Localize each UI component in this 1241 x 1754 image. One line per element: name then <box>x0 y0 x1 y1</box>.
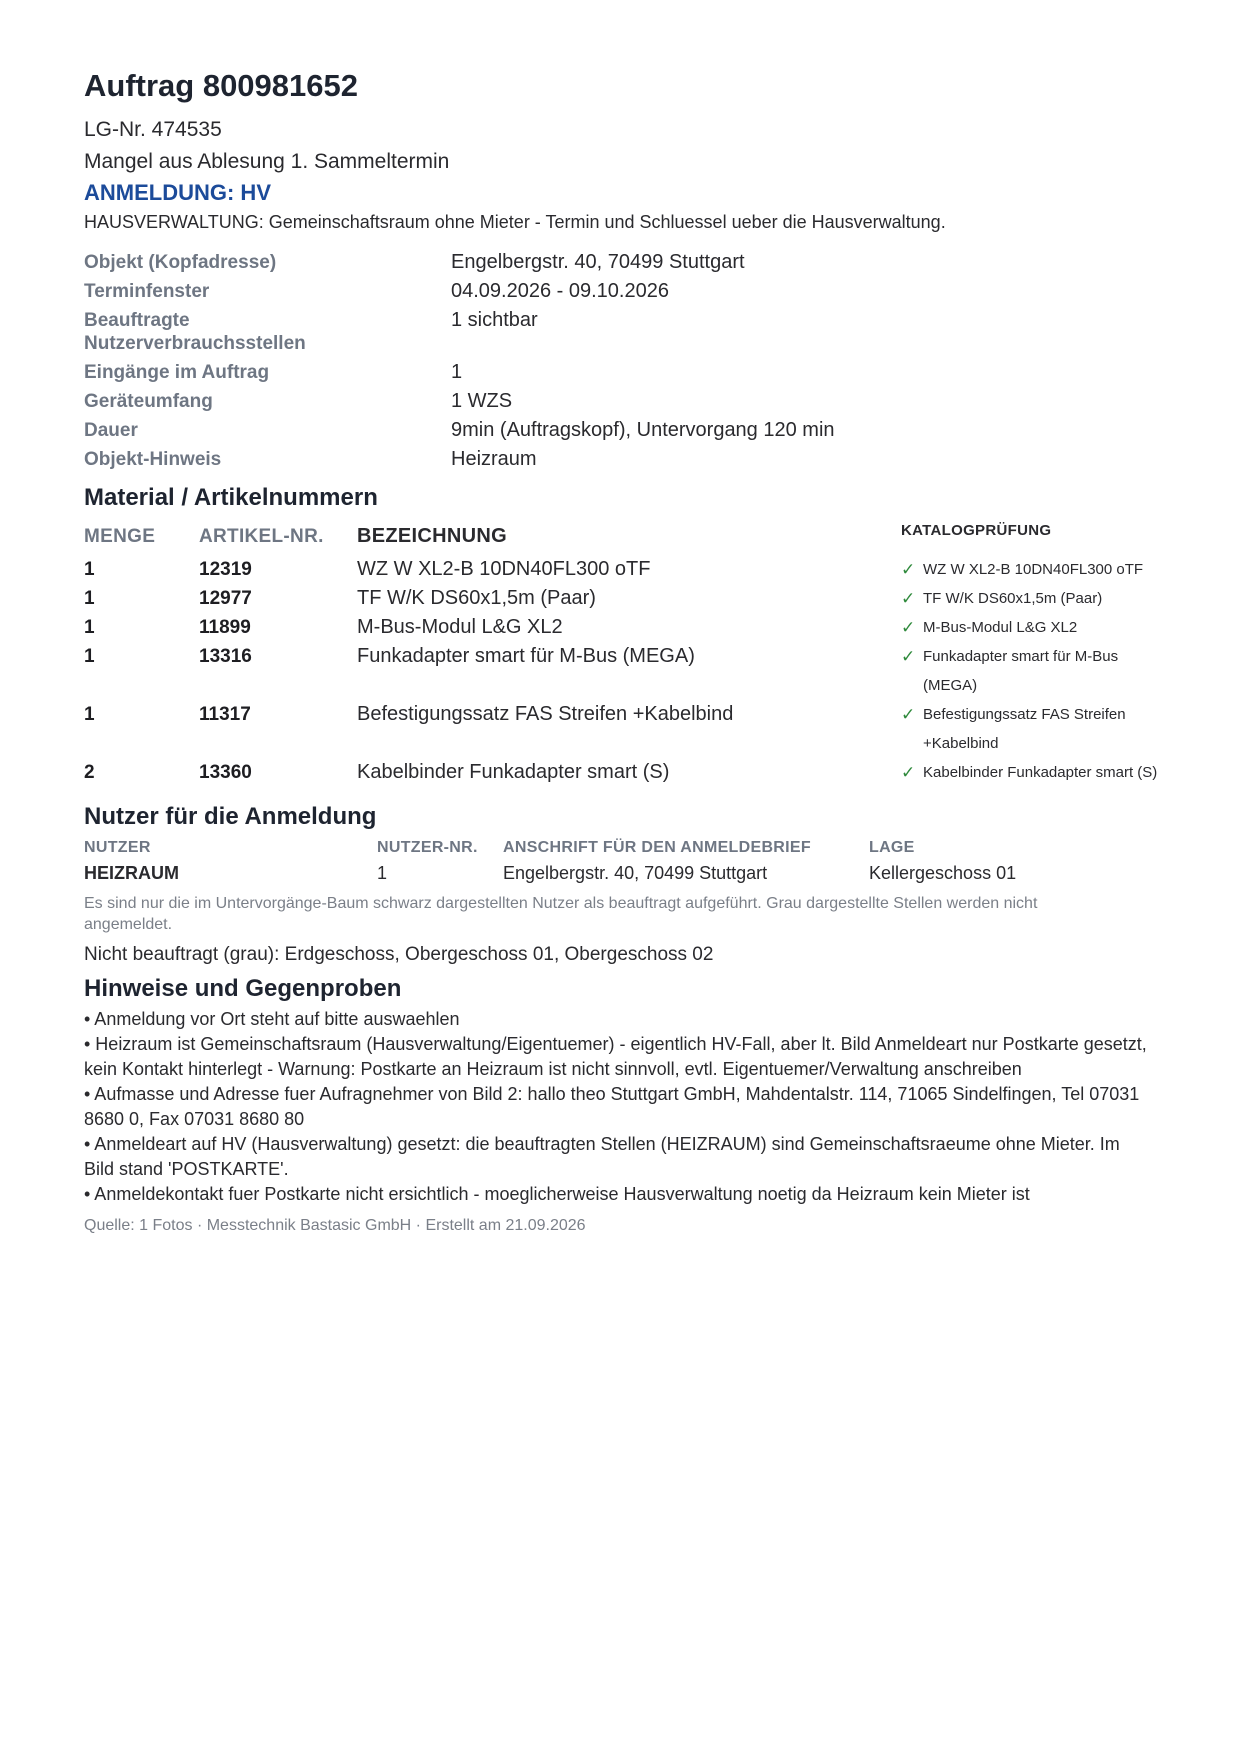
detail-row <box>84 445 1164 474</box>
header-anschrift: ANSCHRIFT FÜR DEN ANMELDEBRIEF <box>503 839 811 856</box>
check-icon: ✓ <box>901 763 916 782</box>
header-katalog: KATALOGPRÜFUNG <box>901 522 1052 539</box>
header-lage: LAGE <box>869 839 915 856</box>
table-row <box>84 555 1164 584</box>
detail-value: 04.09.2026 - 09.10.2026 <box>451 280 669 302</box>
list-item: • Aufmasse und Adresse fuer Aufragnehmer von Bild 2: hallo theo Stuttgart GmbH, Mahdentalstr. 114, 71065 Sindelfingen, Tel 07031 8680 0, Fax 07031 8680 80 <box>84 1084 1140 1129</box>
row-lage: Kellergeschoss 01 <box>869 863 1017 883</box>
table-row <box>84 613 1164 642</box>
row-bezeichnung: M-Bus-Modul L&G XL2 <box>357 616 563 638</box>
detail-value: Heizraum <box>451 448 537 470</box>
not-assigned-note: Nicht beauftragt (grau): Erdgeschoss, Obergeschoss 01, Obergeschoss 02 <box>84 944 714 965</box>
row-menge: 2 <box>84 762 95 783</box>
detail-row <box>84 306 1164 358</box>
lg-number: LG-Nr. 474535 <box>84 118 222 141</box>
row-artikel: 13316 <box>199 646 252 667</box>
hinweise-heading: Hinweise und Gegenproben <box>84 975 402 1002</box>
detail-value: 1 sichtbar <box>451 309 538 331</box>
hinweise-list <box>84 1007 1154 1207</box>
row-menge: 1 <box>84 646 95 667</box>
nutzer-header-row <box>84 839 1164 857</box>
row-katalog <box>901 700 1164 758</box>
detail-value: 1 <box>451 361 463 383</box>
list-item: • Anmeldekontakt fuer Postkarte nicht ersichtlich - moeglicherweise Hausverwaltung noetig da Heizraum kein Mieter ist <box>84 1184 1030 1204</box>
row-katalog <box>901 555 1164 584</box>
row-menge: 1 <box>84 704 95 725</box>
row-menge: 1 <box>84 617 95 638</box>
detail-row <box>84 277 1164 306</box>
row-katalog <box>901 758 1164 787</box>
katalog-text: WZ W XL2-B 10DN40FL300 oTF <box>923 561 1144 578</box>
header-nutzer: NUTZER <box>84 839 151 856</box>
row-artikel: 11899 <box>199 617 251 638</box>
row-menge: 1 <box>84 588 95 609</box>
check-icon: ✓ <box>901 589 916 608</box>
detail-row <box>84 416 1164 445</box>
row-bezeichnung: WZ W XL2-B 10DN40FL300 oTF <box>357 558 651 580</box>
table-row <box>84 700 1164 758</box>
row-nutzer-nr: 1 <box>377 863 388 883</box>
detail-key: Beauftragte Nutzerverbrauchsstellen <box>84 310 306 354</box>
table-row <box>84 642 1164 700</box>
row-bezeichnung: Funkadapter smart für M-Bus (MEGA) <box>357 645 695 667</box>
list-item: • Anmeldung vor Ort steht auf bitte auswaehlen <box>84 1009 460 1029</box>
check-icon: ✓ <box>901 647 916 666</box>
row-artikel: 12977 <box>199 588 252 609</box>
detail-row <box>84 358 1164 387</box>
row-bezeichnung: Kabelbinder Funkadapter smart (S) <box>357 761 670 783</box>
header-bezeichnung: BEZEICHNUNG <box>357 525 507 547</box>
row-bezeichnung: Befestigungssatz FAS Streifen +Kabelbind <box>357 703 734 725</box>
footer-source: Quelle: 1 Fotos · Messtechnik Bastasic GmbH · Erstellt am 21.09.2026 <box>84 1217 586 1234</box>
row-katalog <box>901 613 1164 642</box>
detail-value: 1 WZS <box>451 390 513 412</box>
katalog-text: TF W/K DS60x1,5m (Paar) <box>923 590 1103 607</box>
row-bezeichnung: TF W/K DS60x1,5m (Paar) <box>357 587 596 609</box>
check-icon: ✓ <box>901 705 916 724</box>
row-anschrift: Engelbergstr. 40, 70499 Stuttgart <box>503 863 768 883</box>
detail-key: Eingänge im Auftrag <box>84 362 270 383</box>
nutzer-note: Es sind nur die im Untervorgänge-Baum schwarz dargestellten Nutzer als beauftragt aufgeführt. Grau dargestellte Stellen werden nicht angemeldet. <box>84 895 1038 933</box>
row-katalog <box>901 642 1164 700</box>
page-title: Auftrag 800981652 <box>84 68 358 103</box>
nutzer-table <box>84 839 1164 887</box>
detail-row <box>84 248 1164 277</box>
list-item: • Heizraum ist Gemeinschaftsraum (Hausverwaltung/Eigentuemer) - eigentlich HV-Fall, aber lt. Bild Anmeldeart nur Postkarte gesetzt, kein Kontakt hinterlegt - Warnung: Postkarte an Heizraum ist nicht sinnvoll, evtl. Eigentuemer/Verwaltung anschreiben <box>84 1034 1147 1079</box>
detail-key: Geräteumfang <box>84 391 213 412</box>
nutzer-heading: Nutzer für die Anmeldung <box>84 803 377 830</box>
detail-value: 9min (Auftragskopf), Untervorgang 120 min <box>451 419 835 441</box>
header-menge: MENGE <box>84 526 156 547</box>
anmeldung-type: ANMELDUNG: HV <box>84 180 271 205</box>
document-page <box>84 60 1164 1235</box>
detail-value: Engelbergstr. 40, 70499 Stuttgart <box>451 251 745 273</box>
hv-note: HAUSVERWALTUNG: Gemeinschaftsraum ohne Mieter - Termin und Schluessel ueber die Hausverwaltung. <box>84 212 946 232</box>
row-artikel: 12319 <box>199 559 252 580</box>
material-header-row <box>84 522 1164 551</box>
katalog-text: Befestigungssatz FAS Streifen +Kabelbind <box>923 706 1126 752</box>
katalog-text: Funkadapter smart für M-Bus (MEGA) <box>923 648 1119 694</box>
details-list <box>84 248 1164 474</box>
check-icon: ✓ <box>901 618 916 637</box>
row-katalog <box>901 584 1164 613</box>
detail-key: Terminfenster <box>84 281 210 302</box>
material-table <box>84 522 1164 787</box>
detail-key: Objekt-Hinweis <box>84 449 222 470</box>
material-heading: Material / Artikelnummern <box>84 484 378 511</box>
detail-key: Objekt (Kopfadresse) <box>84 252 277 273</box>
order-subtitle: Mangel aus Ablesung 1. Sammeltermin <box>84 150 450 173</box>
list-item: • Anmeldeart auf HV (Hausverwaltung) gesetzt: die beauftragten Stellen (HEIZRAUM) sind Gemeinschaftsraeume ohne Mieter. Im Bild stand 'POSTKARTE'. <box>84 1134 1120 1179</box>
table-row <box>84 584 1164 613</box>
row-artikel: 13360 <box>199 762 252 783</box>
header-nutzer-nr: NUTZER-NR. <box>377 839 478 856</box>
header-artikel: ARTIKEL-NR. <box>199 526 324 547</box>
katalog-text: M-Bus-Modul L&G XL2 <box>923 619 1078 636</box>
detail-row <box>84 387 1164 416</box>
table-row <box>84 758 1164 787</box>
table-row <box>84 859 1164 887</box>
check-icon: ✓ <box>901 560 916 579</box>
detail-key: Dauer <box>84 420 138 441</box>
row-menge: 1 <box>84 559 95 580</box>
katalog-text: Kabelbinder Funkadapter smart (S) <box>923 764 1158 781</box>
row-artikel: 11317 <box>199 704 251 725</box>
row-nutzer: HEIZRAUM <box>84 863 179 883</box>
